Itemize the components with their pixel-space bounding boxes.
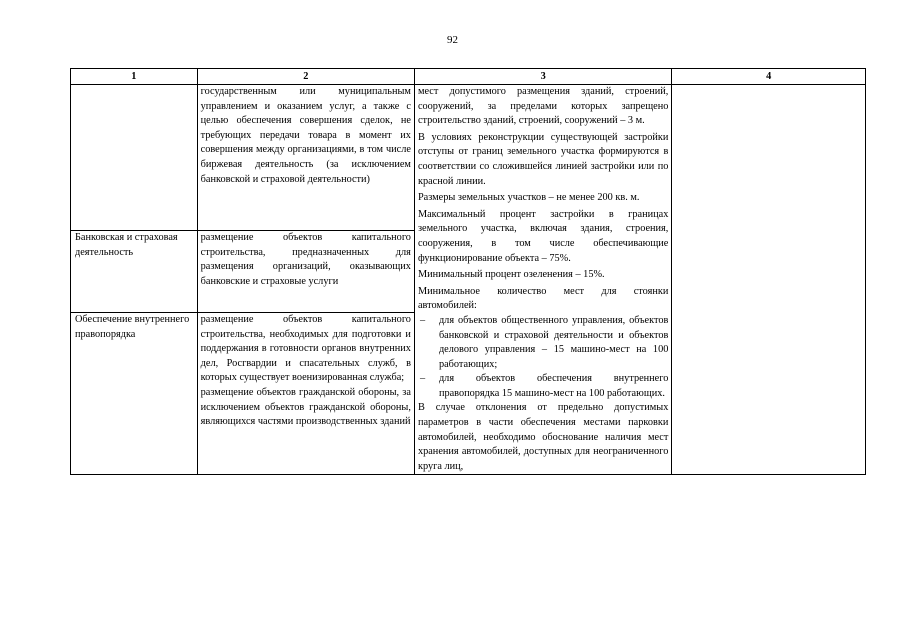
- dash-marker: –: [419, 314, 426, 326]
- row0-col1: [71, 85, 198, 231]
- dash-marker: –: [419, 373, 426, 385]
- row1-col1: Банковская и страховая деятельность: [71, 231, 198, 313]
- list-item: [418, 314, 668, 372]
- parameters-cell: [414, 85, 671, 475]
- header-col-3: 3: [414, 69, 671, 85]
- row2-col2-part-a: размещение объектов капитального строительства, необходимых для подготовки и поддержания в готовности органов внутренних дел, Росгвардии и спасательных служб, в которых существует военизированная служба;: [200, 313, 411, 384]
- param-setback: мест допустимого размещения зданий, строений, сооружений, за пределами которых запрещено строительство зданий, строений, сооружений – 3 м.: [417, 86, 669, 127]
- param-deviation: В случае отклонения от предельно допустимых параметров в части обеспечения местами парковки автомобилей, необходимо обоснование наличия мест хранения автомобилей, доступных для неограниченного круга лиц,: [417, 402, 669, 472]
- row2-col1: Обеспечение внутреннего правопорядка: [71, 312, 198, 475]
- header-col-1: 1: [71, 69, 198, 85]
- row2-col2: [197, 312, 414, 475]
- header-col-2: 2: [197, 69, 414, 85]
- list-item: [418, 372, 668, 401]
- header-col-4: 4: [672, 69, 866, 85]
- table-row: [71, 85, 866, 231]
- row2-col2-part-b: размещение объектов гражданской обороны, за исключением объектов гражданской обороны, являющихся частями производственных зданий: [200, 386, 411, 428]
- regulations-table: [70, 68, 866, 475]
- row0-col2: государственным или муниципальным управлением и оказанием услуг, а также с целью обеспечения совершения сделок, не требующих передачи товара в момент их совершения между организациями, в том числе биржевая деятельность (за исключением банковской и страховой деятельности): [197, 85, 414, 231]
- page-number: 92: [447, 34, 458, 46]
- param-parking-title: Минимальное количество мест для стоянки автомобилей:: [417, 285, 669, 312]
- parking-item-text: для объектов общественного управления, объектов банковской и страховой деятельности и объектов делового управления – 15 машино-мест на 100 работающих;: [438, 314, 669, 370]
- param-min-greenery: Минимальный процент озеленения – 15%.: [417, 269, 605, 281]
- param-plot-size: Размеры земельных участков – не менее 200 кв. м.: [417, 192, 640, 204]
- row1-col2: размещение объектов капитального строительства, предназначенных для размещения организаций, оказывающих банковские и страховые услуги: [197, 231, 414, 313]
- col4-cell: [672, 85, 866, 475]
- header-row: [71, 69, 866, 85]
- parking-item-text: для объектов обеспечения внутреннего правопорядка 15 машино-мест на 100 работающих.: [438, 373, 669, 399]
- param-reconstruction: В условиях реконструкции существующей застройки отступы от границ земельного участка формируются в соответствии со сложившейся линией застройки или по красной линии.: [417, 131, 669, 187]
- parking-list: [418, 314, 668, 402]
- param-max-coverage: Максимальный процент застройки в границах земельного участка, включая здания, строения, сооружения, в том числе обеспечивающие функционирование объекта – 75%.: [417, 208, 669, 264]
